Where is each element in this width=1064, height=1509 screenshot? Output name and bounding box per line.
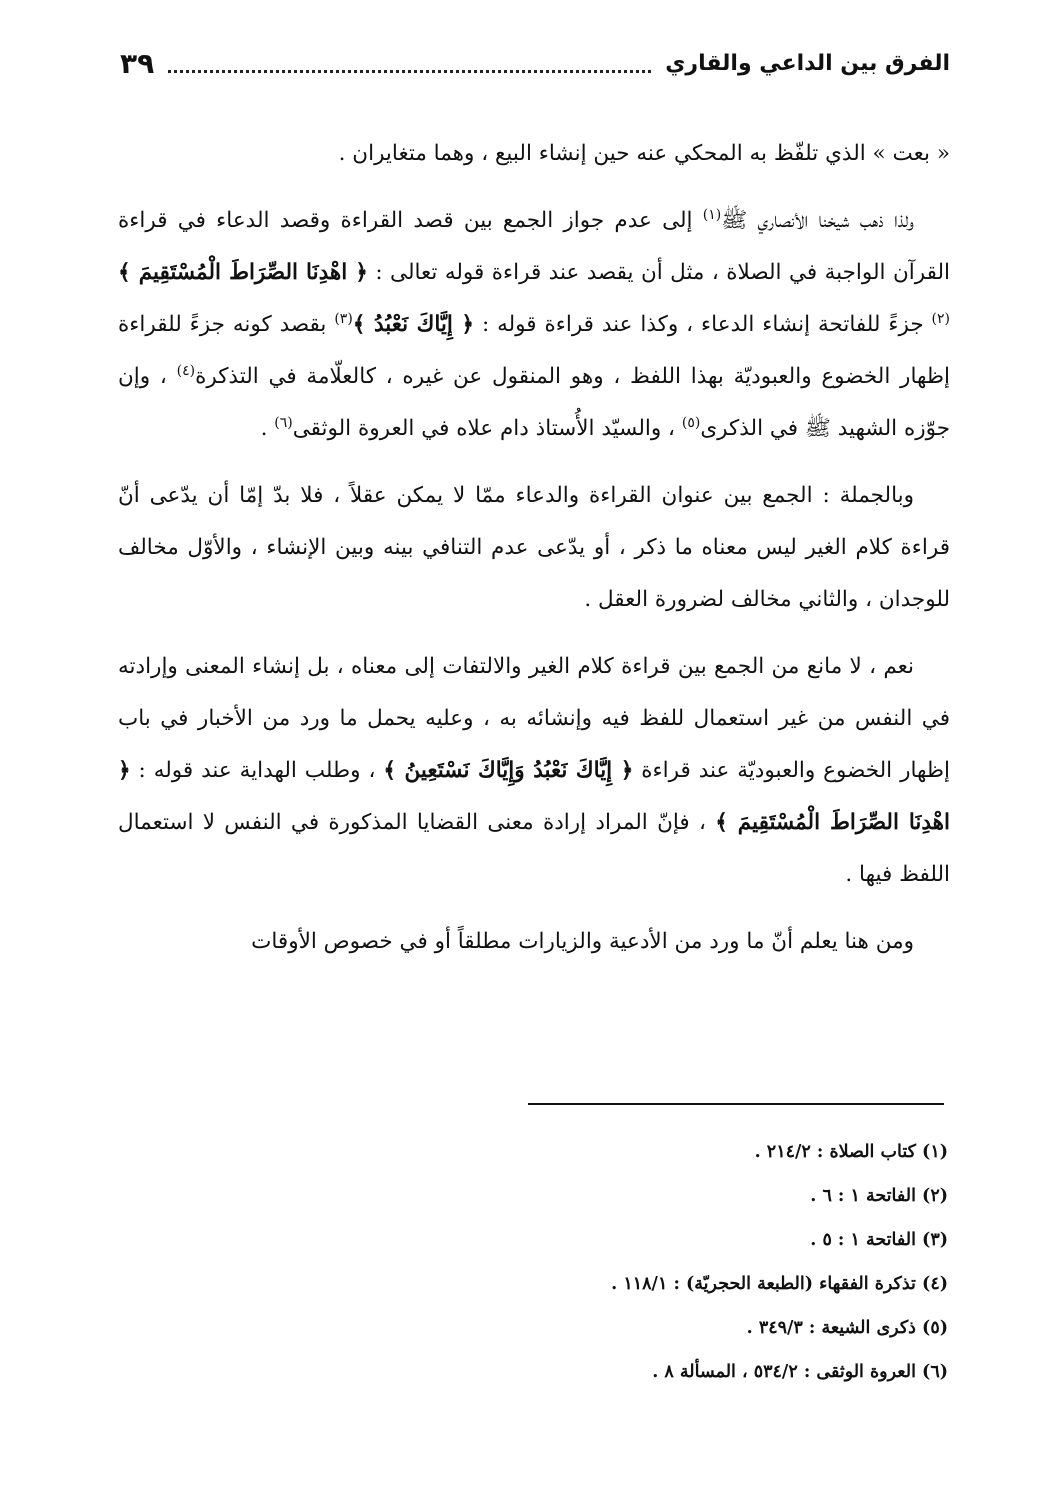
running-title: الفرق بين الداعي والقاري	[665, 50, 950, 76]
footnote-separator	[528, 1103, 944, 1105]
quran-verse: ﴿ اهْدِنَا الصِّرَاطَ الْمُسْتَقِيمَ ﴾	[118, 758, 950, 835]
paragraph	[118, 916, 950, 968]
footnote: (٣) الفاتحة ١ : ٥ .	[810, 1230, 948, 1250]
footnote-marker: (٢)	[931, 310, 950, 327]
footnote: (٦) العروة الوثقى : ٥٣٤/٢ ، المسألة ٨ .	[652, 1362, 948, 1382]
text-run: ، وطلب الهداية عند قوله :	[130, 758, 384, 783]
footnote-marker: (٣)	[334, 310, 353, 327]
text-run: « بعت » الذي تلفّظ به المحكي عنه حين إنشاء البيع ، وهما متغايران .	[338, 141, 950, 166]
footnote-marker: (٦)	[274, 414, 293, 431]
quran-verse: ﴿ إِيَّاكَ نَعْبُدُ وَإِيَّاكَ نَسْتَعِينُ ﴾	[383, 758, 634, 783]
text-run: بقصد كونه جزءً للقراءة إظهار الخضوع والعبوديّة بهذا اللفظ ، وهو المنقول عن غيره ، كالعلّامة في التذكرة	[118, 312, 950, 389]
paragraph	[118, 470, 950, 626]
dotted-leader	[168, 70, 651, 73]
paragraph	[118, 128, 950, 180]
footnote: (٢) الفاتحة ١ : ٦ .	[810, 1186, 948, 1206]
text-run: نعم ، لا مانع من الجمع بين قراءة كلام الغير والالتفات إلى معناه ، بل إنشاء المعنى وإرادته في النفس من غير استعمال للفظ فيه وإنشائه به ، وعليه يحمل ما ورد من الأخبار في باب إظهار الخضوع والعبوديّة عند قراءة	[118, 654, 951, 783]
text-run: ، فإنّ المراد إرادة معنى القضايا المذكورة في النفس لا استعمال اللفظ فيها .	[118, 810, 950, 887]
paragraph	[118, 195, 950, 455]
text-run: جزءً للفاتحة إنشاء الدعاء ، وكذا عند قراءة قوله :	[474, 312, 932, 337]
text-run: ، والسيّد الأُستاذ دام علاه في العروة الوثقى	[292, 416, 682, 441]
text-run: ولذا ذهب شيخنا الأنصاري ﷺ	[721, 208, 914, 233]
footnote-marker: (٤)	[176, 362, 196, 379]
text-run: .	[260, 416, 275, 441]
text-run: إلى عدم جواز الجمع بين قصد القراءة وقصد الدعاء في قراءة القرآن الواجبة في الصلاة ، مثل أن يقصد عند قراءة قوله تعالى :	[118, 208, 950, 285]
page-number: ٣٩	[120, 46, 155, 80]
text-run: ، وإن جوّزه الشهيد ﷺ في الذكرى	[118, 364, 950, 441]
footnote-marker: (٥)	[681, 414, 701, 431]
page-header	[120, 38, 950, 88]
footnote: (١) كتاب الصلاة : ٢١٤/٢ .	[754, 1142, 948, 1162]
footnote: (٥) ذكرى الشيعة : ٣٤٩/٣ .	[746, 1318, 948, 1338]
quran-verse: ﴿ إِيَّاكَ نَعْبُدُ ﴾	[352, 312, 475, 337]
body-text	[118, 128, 950, 983]
text-run: وبالجملة : الجمع بين عنوان القراءة والدعاء ممّا لا يمكن عقلاً ، فلا بدّ إمّا أن يدّعى أنّ قراءة كلام الغير ليس معناه ما ذكر ، أو يدّعى عدم التنافي بينه وبين الإنشاء ، والأوّل مخالف للوجدان ، والثاني مخالف لضرورة العقل .	[118, 483, 950, 612]
footnote-marker: (١)	[702, 206, 722, 223]
footnotes-list	[118, 1130, 948, 1394]
paragraph	[118, 641, 950, 901]
text-run: ومن هنا يعلم أنّ ما ورد من الأدعية والزيارات مطلقاً أو في خصوص الأوقات	[251, 929, 914, 954]
footnote: (٤) تذكرة الفقهاء (الطبعة الحجريّة) : ١١٨/١ .	[611, 1274, 948, 1294]
quran-verse: ﴿ اهْدِنَا الصِّرَاطَ الْمُسْتَقِيمَ ﴾	[118, 260, 368, 285]
